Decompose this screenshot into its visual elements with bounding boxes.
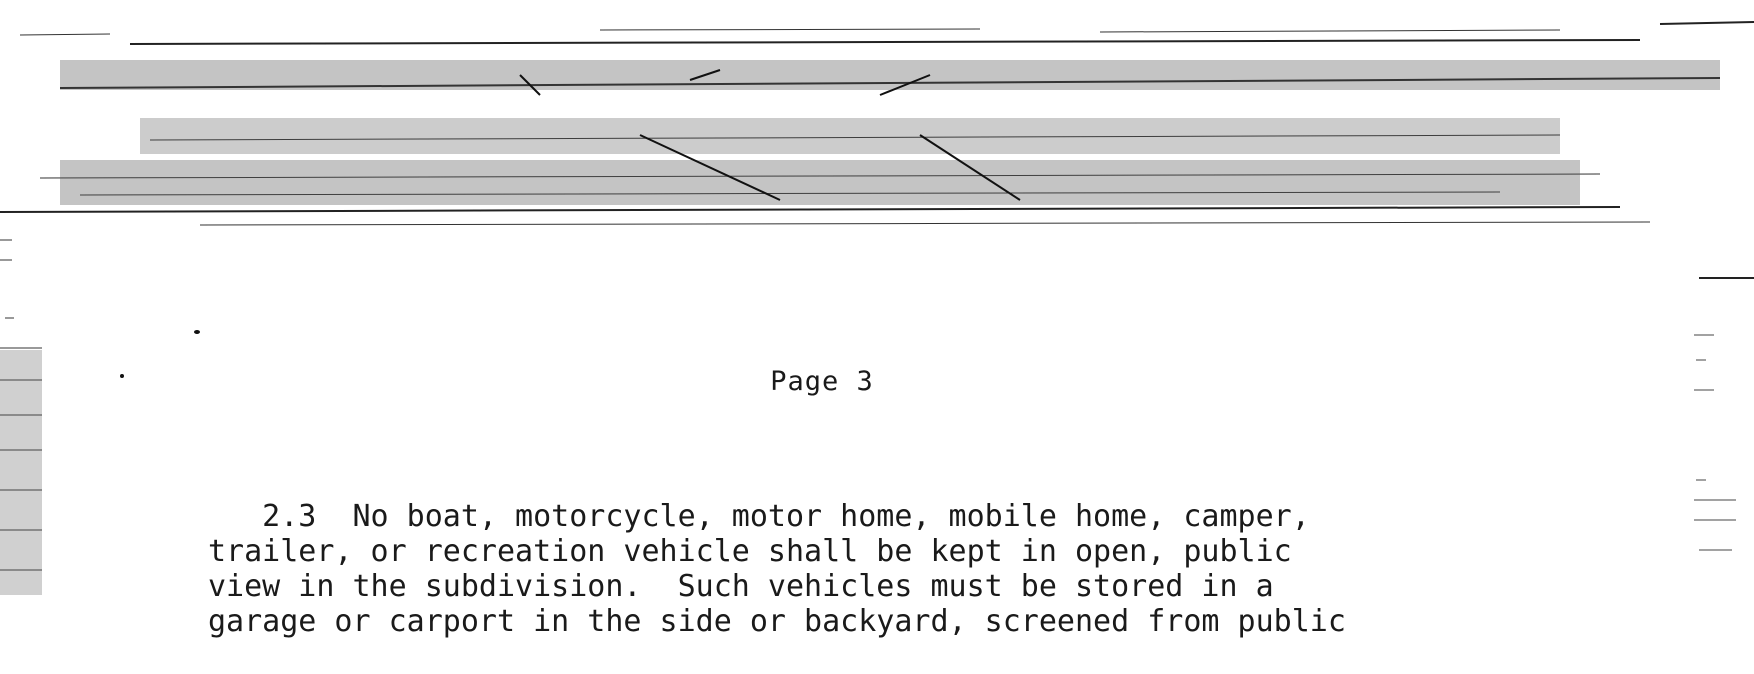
- left-margin-artifact: [0, 230, 45, 595]
- right-margin-artifact: [1674, 230, 1754, 595]
- paragraph-line: trailer, or recreation vehicle shall be kept in open, public: [208, 534, 1292, 569]
- scan-noise-header: [0, 0, 1754, 240]
- scan-speck: [194, 330, 200, 334]
- paragraph-line: 2.3 No boat, motorcycle, motor home, mobile home, camper,: [208, 499, 1310, 534]
- paragraph-line: garage or carport in the side or backyard, screened from public: [208, 604, 1346, 639]
- paragraph-line: view in the subdivision. Such vehicles must be stored in a: [208, 569, 1274, 604]
- page-number: Page 3: [770, 366, 874, 397]
- section-2-3-paragraph: [208, 464, 1628, 674]
